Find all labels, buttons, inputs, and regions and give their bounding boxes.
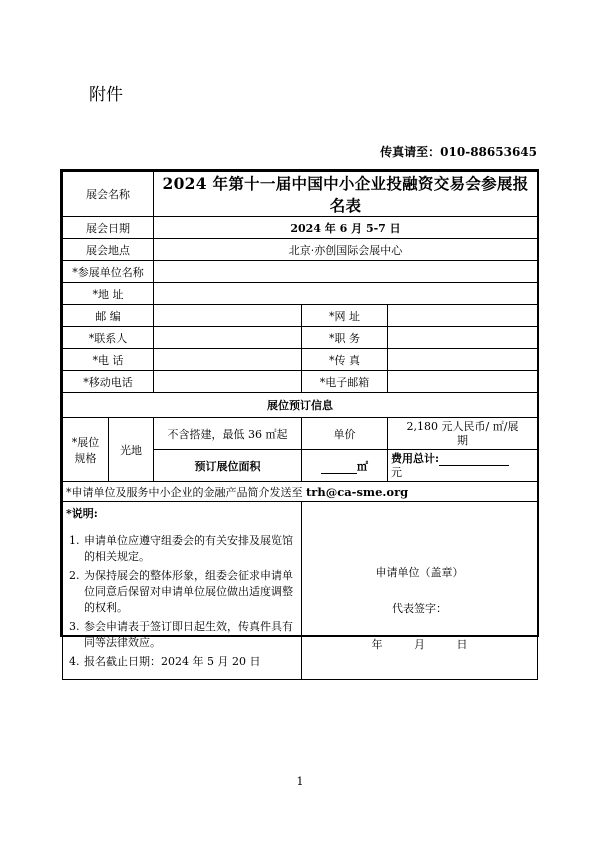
booth-area-unit: ㎡ [357, 459, 368, 473]
exhibit-date-label: 展会日期 [63, 217, 154, 239]
unit-price-value-line1: 2,180 元人民币/ ㎡/展 [406, 419, 519, 433]
note-text: 报名截止日期：2024 年 5 月 20 日 [84, 655, 261, 668]
representative-label: 代表签字： [392, 602, 447, 615]
total-fee-unit: 元 [391, 465, 402, 479]
booth-condition: 不含搭建，最低 36 ㎡起 [154, 418, 302, 450]
date-line: 年 月 日 [371, 638, 468, 651]
total-fee-label: 费用总计: [391, 451, 440, 465]
note-number: 4. [69, 655, 80, 668]
unit-price-value [388, 418, 538, 450]
email-field[interactable] [388, 371, 538, 393]
exhibit-date-value: 2024 年 6 月 5-7 日 [154, 217, 538, 239]
booth-type: 光地 [109, 418, 154, 482]
intro-note-text: *申请单位及服务中小企业的金融产品简介发送至 [66, 485, 306, 499]
attachment-label: 附件 [89, 85, 123, 105]
total-fee-input[interactable] [439, 453, 509, 466]
exhibit-name-label: 展会名称 [63, 172, 154, 217]
applicant-seal-label: 申请单位（盖章） [375, 566, 464, 579]
fax-field[interactable] [388, 349, 538, 371]
phone-field[interactable] [154, 349, 302, 371]
booth-area-input[interactable] [321, 461, 357, 474]
form-table [62, 171, 538, 680]
postcode-field[interactable] [154, 305, 302, 327]
note-number: 3. [69, 620, 80, 633]
form-title: 2024 年第十一届中国中小企业投融资交易会参展报名表 [154, 172, 538, 217]
exhibit-place-label: 展会地点 [63, 239, 154, 261]
phone-label: *电 话 [63, 349, 154, 371]
booth-spec-label-line1: *展位 [71, 435, 100, 449]
notes-cell [63, 502, 302, 680]
contact-label: *联系人 [63, 327, 154, 349]
email-label: *电子邮箱 [302, 371, 388, 393]
company-name-field[interactable] [154, 261, 538, 283]
company-name-label: *参展单位名称 [63, 261, 154, 283]
fax-number: 传真请至：010-88653645 [380, 145, 537, 159]
note-text: 申请单位应遵守组委会的有关安排及展览馆的相关规定。 [84, 534, 293, 563]
note-item [66, 654, 295, 670]
postcode-label: 邮 编 [63, 305, 154, 327]
address-label: *地 址 [63, 283, 154, 305]
note-item [66, 619, 295, 651]
booth-area-label: 预订展位面积 [154, 450, 302, 482]
website-field[interactable] [388, 305, 538, 327]
note-number: 2. [69, 569, 80, 582]
position-field[interactable] [388, 327, 538, 349]
intro-note-email[interactable]: trh@ca-sme.org [306, 484, 409, 499]
mobile-label: *移动电话 [63, 371, 154, 393]
website-label: *网 址 [302, 305, 388, 327]
address-field[interactable] [154, 283, 538, 305]
mobile-field[interactable] [154, 371, 302, 393]
fax-label: *传 真 [302, 349, 388, 371]
registration-form [60, 169, 539, 668]
signature-cell [302, 502, 538, 680]
booth-spec-label [63, 418, 109, 482]
unit-price-value-line2: 期 [457, 433, 468, 447]
booth-section-title: 展位预订信息 [63, 393, 538, 418]
booth-area-cell [302, 450, 388, 482]
intro-note [63, 482, 538, 502]
page-number: 1 [296, 775, 304, 788]
total-fee-cell [388, 450, 538, 482]
notes-list [66, 533, 295, 670]
position-label: *职 务 [302, 327, 388, 349]
note-item [66, 533, 295, 565]
unit-price-label: 单价 [302, 418, 388, 450]
note-text: 为保持展会的整体形象，组委会征求申请单位同意后保留对申请单位展位做出适度调整的权利。 [84, 569, 293, 614]
note-number: 1. [69, 534, 80, 547]
booth-spec-label-line2: 规格 [74, 451, 97, 465]
notes-title: *说明: [66, 507, 98, 520]
contact-field[interactable] [154, 327, 302, 349]
note-text: 参会申请表于签订即日起生效，传真件具有同等法律效应。 [84, 620, 293, 649]
exhibit-place-value: 北京·亦创国际会展中心 [154, 239, 538, 261]
note-item [66, 568, 295, 616]
